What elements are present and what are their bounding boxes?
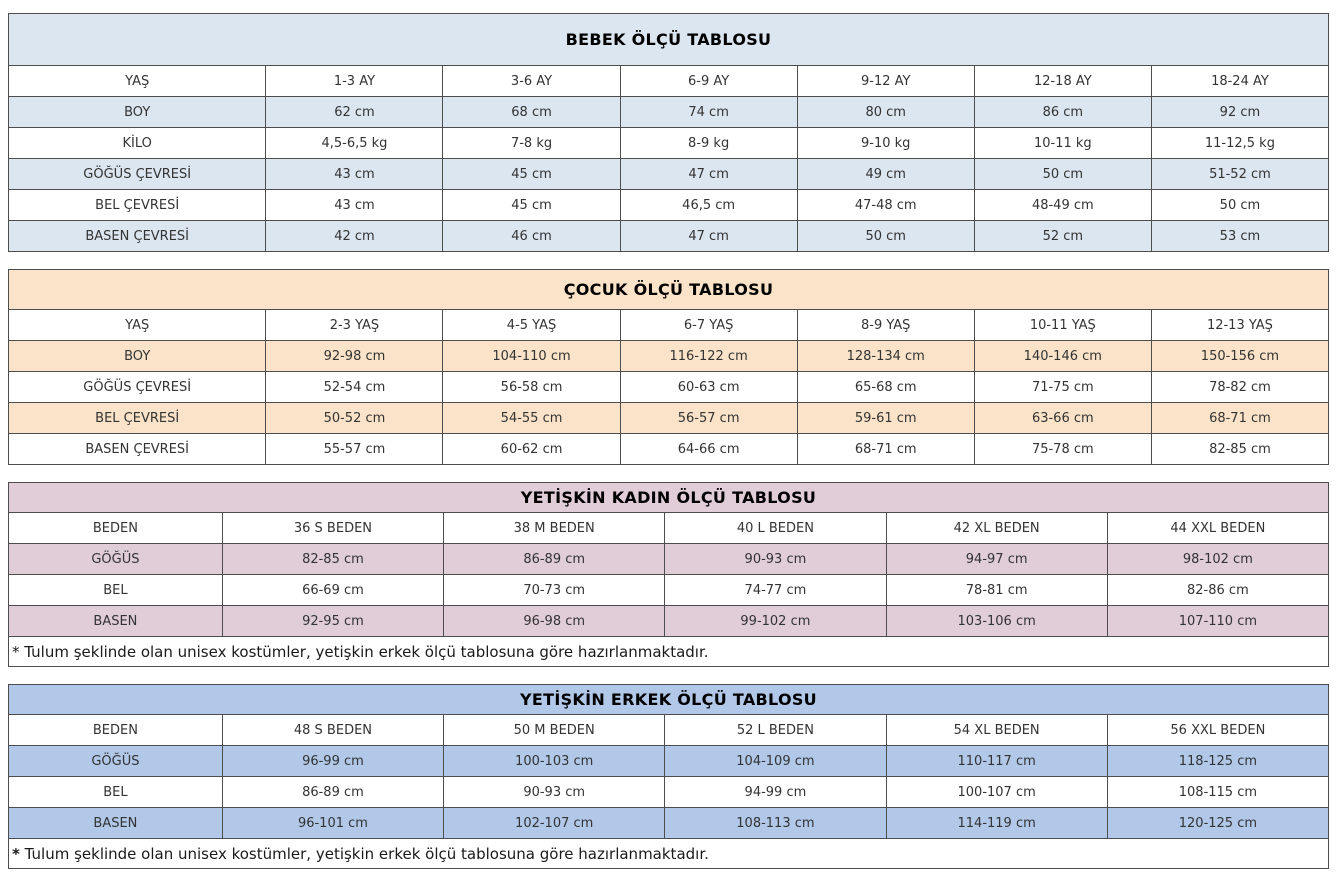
size-value-cell: 108-113 cm xyxy=(665,808,886,839)
row-label: YAŞ xyxy=(9,66,266,97)
size-value-cell: 3-6 AY xyxy=(443,66,620,97)
table-row xyxy=(9,190,1329,221)
size-value-cell: 9-10 kg xyxy=(797,128,974,159)
table-title: ÇOCUK ÖLÇÜ TABLOSU xyxy=(9,270,1329,310)
row-label: BEDEN xyxy=(9,513,223,544)
row-label: YAŞ xyxy=(9,310,266,341)
size-value-cell: 50-52 cm xyxy=(266,403,443,434)
table-row xyxy=(9,715,1329,746)
size-value-cell: 120-125 cm xyxy=(1107,808,1328,839)
size-value-cell: 52 cm xyxy=(974,221,1151,252)
size-value-cell: 12-18 AY xyxy=(974,66,1151,97)
size-value-cell: 51-52 cm xyxy=(1151,159,1328,190)
footnote-asterisk: * xyxy=(12,642,20,661)
size-value-cell: 114-119 cm xyxy=(886,808,1107,839)
table-title-row xyxy=(9,14,1329,66)
size-value-cell: 108-115 cm xyxy=(1107,777,1328,808)
size-value-cell: 47 cm xyxy=(620,159,797,190)
table-title: BEBEK ÖLÇÜ TABLOSU xyxy=(9,14,1329,66)
row-label: BEL ÇEVRESİ xyxy=(9,403,266,434)
size-value-cell: 78-82 cm xyxy=(1151,372,1328,403)
table-row xyxy=(9,341,1329,372)
size-value-cell: 7-8 kg xyxy=(443,128,620,159)
size-value-cell: 128-134 cm xyxy=(797,341,974,372)
footnote-row xyxy=(9,637,1329,667)
yetiskin-kadin-olcu-table xyxy=(8,482,1329,667)
footnote xyxy=(9,839,1329,869)
table-row xyxy=(9,777,1329,808)
size-value-cell: 55-57 cm xyxy=(266,434,443,465)
table-row xyxy=(9,544,1329,575)
row-label: GÖĞÜS ÇEVRESİ xyxy=(9,372,266,403)
size-value-cell: 103-106 cm xyxy=(886,606,1107,637)
table-row xyxy=(9,808,1329,839)
table-title: YETİŞKİN ERKEK ÖLÇÜ TABLOSU xyxy=(9,685,1329,715)
table-row xyxy=(9,513,1329,544)
table-row xyxy=(9,66,1329,97)
size-value-cell: 82-86 cm xyxy=(1107,575,1328,606)
size-value-cell: 59-61 cm xyxy=(797,403,974,434)
size-value-cell: 8-9 kg xyxy=(620,128,797,159)
size-value-cell: 10-11 kg xyxy=(974,128,1151,159)
size-value-cell: 92 cm xyxy=(1151,97,1328,128)
row-label: BEL xyxy=(9,777,223,808)
table-row xyxy=(9,97,1329,128)
table-title: YETİŞKİN KADIN ÖLÇÜ TABLOSU xyxy=(9,483,1329,513)
size-value-cell: 74-77 cm xyxy=(665,575,886,606)
size-value-cell: 52 L BEDEN xyxy=(665,715,886,746)
size-value-cell: 92-98 cm xyxy=(266,341,443,372)
size-value-cell: 71-75 cm xyxy=(974,372,1151,403)
row-label: BEDEN xyxy=(9,715,223,746)
size-value-cell: 78-81 cm xyxy=(886,575,1107,606)
table-row xyxy=(9,606,1329,637)
size-value-cell: 74 cm xyxy=(620,97,797,128)
cocuk-olcu-table xyxy=(8,269,1329,465)
table-row xyxy=(9,221,1329,252)
row-label: GÖĞÜS xyxy=(9,544,223,575)
size-value-cell: 8-9 YAŞ xyxy=(797,310,974,341)
footnote-text: Tulum şeklinde olan unisex kostümler, yetişkin erkek ölçü tablosuna göre hazırlanmaktadır. xyxy=(24,642,709,661)
size-value-cell: 64-66 cm xyxy=(620,434,797,465)
size-value-cell: 49 cm xyxy=(797,159,974,190)
size-value-cell: 45 cm xyxy=(443,190,620,221)
size-value-cell: 68-71 cm xyxy=(797,434,974,465)
size-value-cell: 10-11 YAŞ xyxy=(974,310,1151,341)
row-label: BOY xyxy=(9,97,266,128)
size-value-cell: 47-48 cm xyxy=(797,190,974,221)
size-value-cell: 94-97 cm xyxy=(886,544,1107,575)
size-value-cell: 96-98 cm xyxy=(444,606,665,637)
row-label: BASEN ÇEVRESİ xyxy=(9,434,266,465)
size-value-cell: 99-102 cm xyxy=(665,606,886,637)
size-value-cell: 50 cm xyxy=(797,221,974,252)
size-value-cell: 6-9 AY xyxy=(620,66,797,97)
size-value-cell: 42 cm xyxy=(266,221,443,252)
size-value-cell: 44 XXL BEDEN xyxy=(1107,513,1328,544)
row-label: BASEN xyxy=(9,606,223,637)
size-value-cell: 56-58 cm xyxy=(443,372,620,403)
size-value-cell: 42 XL BEDEN xyxy=(886,513,1107,544)
yetiskin-erkek-olcu-table xyxy=(8,684,1329,869)
footnote-asterisk: * xyxy=(12,844,20,863)
row-label: BEL ÇEVRESİ xyxy=(9,190,266,221)
size-value-cell: 11-12,5 kg xyxy=(1151,128,1328,159)
row-label: KİLO xyxy=(9,128,266,159)
size-value-cell: 92-95 cm xyxy=(222,606,443,637)
size-value-cell: 1-3 AY xyxy=(266,66,443,97)
footnote xyxy=(9,637,1329,667)
size-value-cell: 60-62 cm xyxy=(443,434,620,465)
footnote-text: Tulum şeklinde olan unisex kostümler, yetişkin erkek ölçü tablosuna göre hazırlanmaktadır. xyxy=(24,844,709,863)
table-row xyxy=(9,310,1329,341)
table-row xyxy=(9,128,1329,159)
size-value-cell: 96-99 cm xyxy=(222,746,443,777)
size-value-cell: 50 cm xyxy=(1151,190,1328,221)
row-label: BASEN ÇEVRESİ xyxy=(9,221,266,252)
size-value-cell: 43 cm xyxy=(266,159,443,190)
size-value-cell: 150-156 cm xyxy=(1151,341,1328,372)
size-value-cell: 118-125 cm xyxy=(1107,746,1328,777)
size-value-cell: 62 cm xyxy=(266,97,443,128)
size-value-cell: 80 cm xyxy=(797,97,974,128)
table-title-row xyxy=(9,483,1329,513)
size-value-cell: 50 M BEDEN xyxy=(444,715,665,746)
size-value-cell: 94-99 cm xyxy=(665,777,886,808)
size-value-cell: 140-146 cm xyxy=(974,341,1151,372)
size-value-cell: 12-13 YAŞ xyxy=(1151,310,1328,341)
table-title-row xyxy=(9,270,1329,310)
table-row xyxy=(9,575,1329,606)
table-row xyxy=(9,403,1329,434)
size-value-cell: 50 cm xyxy=(974,159,1151,190)
size-value-cell: 110-117 cm xyxy=(886,746,1107,777)
bebek-olcu-table xyxy=(8,13,1329,252)
size-value-cell: 52-54 cm xyxy=(266,372,443,403)
size-value-cell: 48 S BEDEN xyxy=(222,715,443,746)
size-value-cell: 82-85 cm xyxy=(222,544,443,575)
size-value-cell: 18-24 AY xyxy=(1151,66,1328,97)
size-value-cell: 43 cm xyxy=(266,190,443,221)
size-value-cell: 102-107 cm xyxy=(444,808,665,839)
size-value-cell: 4,5-6,5 kg xyxy=(266,128,443,159)
size-value-cell: 100-103 cm xyxy=(444,746,665,777)
table-row xyxy=(9,159,1329,190)
size-value-cell: 54-55 cm xyxy=(443,403,620,434)
size-value-cell: 86-89 cm xyxy=(444,544,665,575)
size-value-cell: 4-5 YAŞ xyxy=(443,310,620,341)
size-value-cell: 2-3 YAŞ xyxy=(266,310,443,341)
size-value-cell: 6-7 YAŞ xyxy=(620,310,797,341)
size-value-cell: 68-71 cm xyxy=(1151,403,1328,434)
size-value-cell: 107-110 cm xyxy=(1107,606,1328,637)
size-value-cell: 46 cm xyxy=(443,221,620,252)
size-value-cell: 54 XL BEDEN xyxy=(886,715,1107,746)
size-value-cell: 48-49 cm xyxy=(974,190,1151,221)
size-value-cell: 90-93 cm xyxy=(444,777,665,808)
size-value-cell: 40 L BEDEN xyxy=(665,513,886,544)
table-row xyxy=(9,434,1329,465)
size-value-cell: 56-57 cm xyxy=(620,403,797,434)
size-value-cell: 36 S BEDEN xyxy=(222,513,443,544)
size-value-cell: 70-73 cm xyxy=(444,575,665,606)
size-value-cell: 104-110 cm xyxy=(443,341,620,372)
size-value-cell: 46,5 cm xyxy=(620,190,797,221)
table-row xyxy=(9,746,1329,777)
size-value-cell: 9-12 AY xyxy=(797,66,974,97)
table-row xyxy=(9,372,1329,403)
size-value-cell: 104-109 cm xyxy=(665,746,886,777)
size-value-cell: 82-85 cm xyxy=(1151,434,1328,465)
size-value-cell: 63-66 cm xyxy=(974,403,1151,434)
size-value-cell: 45 cm xyxy=(443,159,620,190)
row-label: BEL xyxy=(9,575,223,606)
size-value-cell: 47 cm xyxy=(620,221,797,252)
size-value-cell: 68 cm xyxy=(443,97,620,128)
footnote-row xyxy=(9,839,1329,869)
row-label: GÖĞÜS xyxy=(9,746,223,777)
row-label: BASEN xyxy=(9,808,223,839)
size-value-cell: 53 cm xyxy=(1151,221,1328,252)
size-value-cell: 56 XXL BEDEN xyxy=(1107,715,1328,746)
size-value-cell: 98-102 cm xyxy=(1107,544,1328,575)
size-value-cell: 86-89 cm xyxy=(222,777,443,808)
size-value-cell: 66-69 cm xyxy=(222,575,443,606)
row-label: GÖĞÜS ÇEVRESİ xyxy=(9,159,266,190)
size-value-cell: 60-63 cm xyxy=(620,372,797,403)
size-value-cell: 65-68 cm xyxy=(797,372,974,403)
size-value-cell: 116-122 cm xyxy=(620,341,797,372)
size-value-cell: 38 M BEDEN xyxy=(444,513,665,544)
size-value-cell: 86 cm xyxy=(974,97,1151,128)
size-value-cell: 90-93 cm xyxy=(665,544,886,575)
size-value-cell: 75-78 cm xyxy=(974,434,1151,465)
size-value-cell: 100-107 cm xyxy=(886,777,1107,808)
table-title-row xyxy=(9,685,1329,715)
size-value-cell: 96-101 cm xyxy=(222,808,443,839)
row-label: BOY xyxy=(9,341,266,372)
